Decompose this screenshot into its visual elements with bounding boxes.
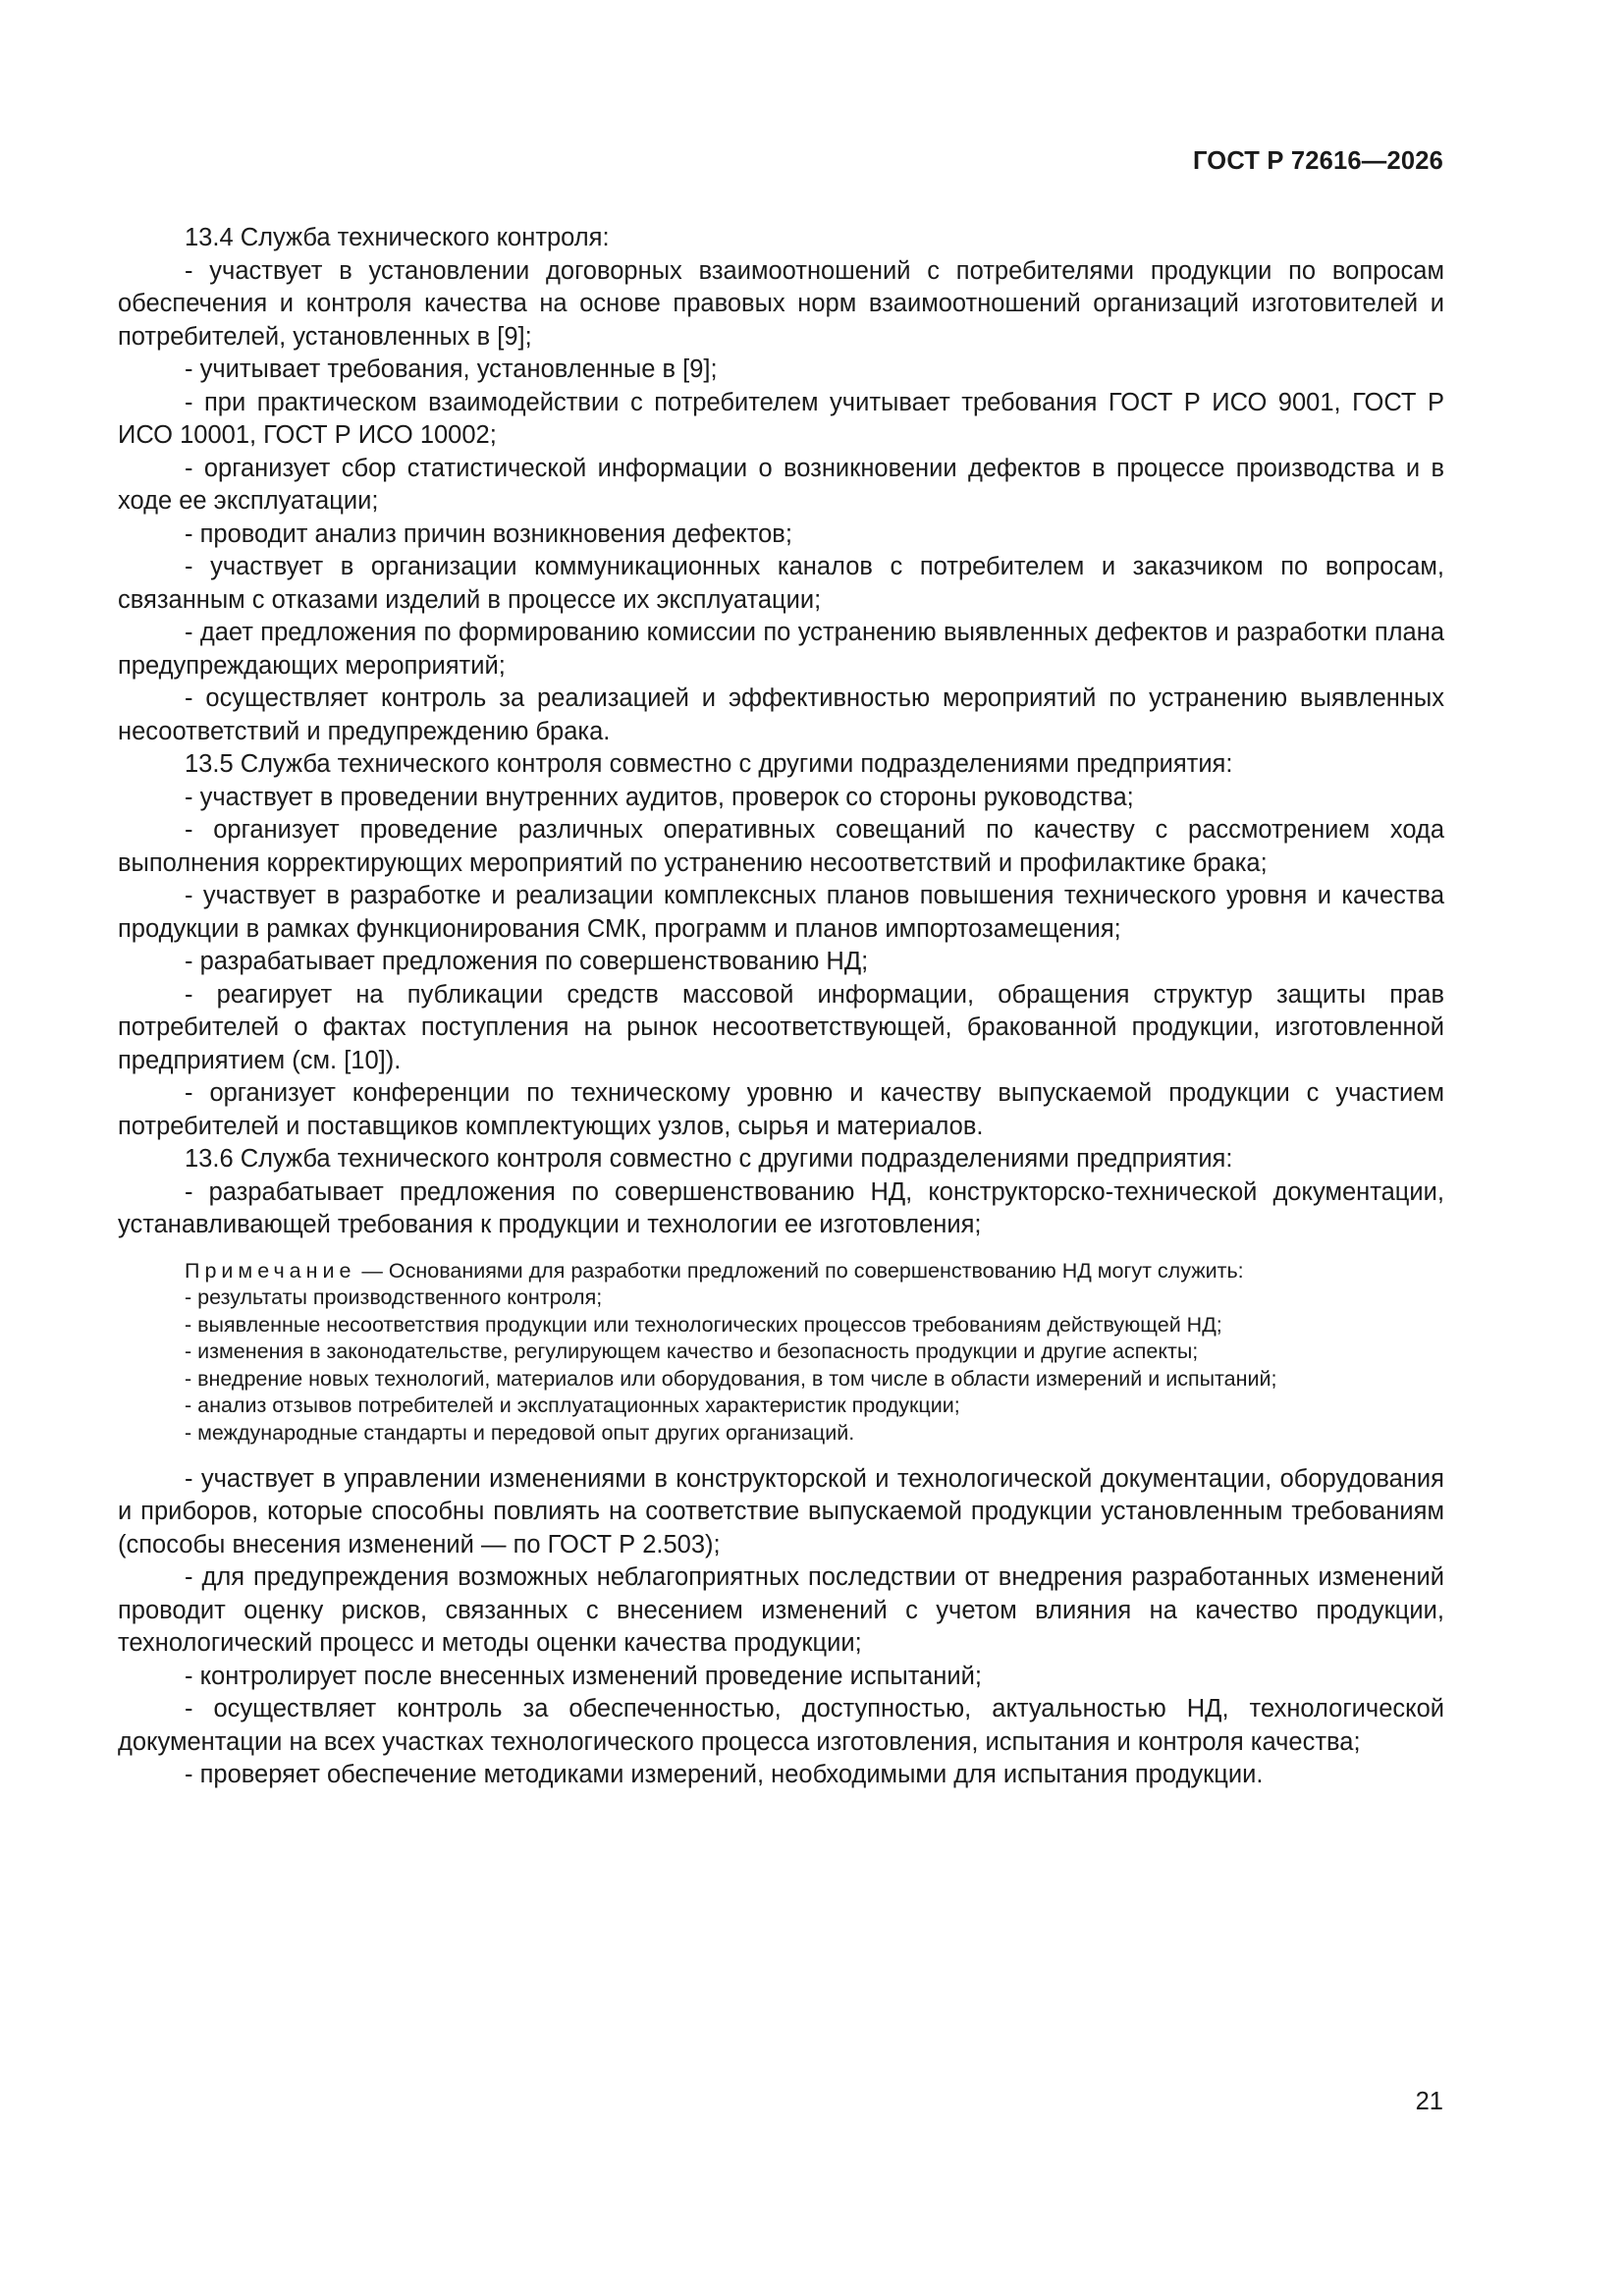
- note-item: - результаты производственного контроля;: [185, 1285, 603, 1310]
- note-block: [118, 1258, 1444, 1448]
- page-number: 21: [1415, 2088, 1443, 2115]
- section-13-6-heading: 13.6 Служба технического контроля совместно с другими подразделениями предприятия:: [185, 1145, 1233, 1173]
- list-item: - организует проведение различных оперативных совещаний по качеству с рассмотрением хода выполнения корректирующих мероприятий по устранению несоответствий и профилактике брака;: [118, 816, 1444, 877]
- list-item: - разрабатывает предложения по совершенствованию НД;: [185, 948, 869, 975]
- list-item: - для предупреждения возможных неблагоприятных последствии от внедрения разработанных изменений проводит оценку рисков, связанных с внесением изменений с учетом влияния на качество продукции, технологический процесс и методы оценки качества продукции;: [118, 1563, 1444, 1658]
- note-item: - международные стандарты и передовой опыт других организаций.: [185, 1421, 855, 1446]
- note-item: - внедрение новых технологий, материалов или оборудования, в том числе в области измерений и испытаний;: [185, 1366, 1277, 1391]
- list-item: - организует конференции по техническому уровню и качеству выпускаемой продукции с участием потребителей и поставщиков комплектующих узлов, сырья и материалов.: [118, 1079, 1444, 1140]
- list-item: - при практическом взаимодействии с потребителем учитывает требования ГОСТ Р ИСО 9001, ГОСТ Р ИСО 10001, ГОСТ Р ИСО 10002;: [118, 388, 1444, 449]
- list-item: - проводит анализ причин возникновения дефектов;: [185, 519, 792, 548]
- list-item: - осуществляет контроль за реализацией и эффективностью мероприятий по устранению выявленных несоответствий и предупреждению брака.: [118, 684, 1444, 745]
- note-text: — Основаниями для разработки предложений по совершенствованию НД могут служить:: [355, 1258, 1244, 1283]
- note-item: - выявленные несоответствия продукции или технологических процессов требованиям действующей НД;: [185, 1312, 1222, 1337]
- section-13-5-heading: 13.5 Служба технического контроля совместно с другими подразделениями предприятия:: [185, 750, 1233, 778]
- list-item: - участвует в организации коммуникационных каналов с потребителем и заказчиком по вопросам, связанным с отказами изделий в процессе их эксплуатации;: [118, 553, 1444, 614]
- list-item: - реагирует на публикации средств массовой информации, обращения структур защиты прав потребителей о фактах поступления на рынок несоответствующей, бракованной продукции, изготовленной предприятием (см. [10]).: [118, 980, 1444, 1074]
- list-item: - учитывает требования, установленные в [9];: [185, 355, 718, 383]
- list-item: - участвует в проведении внутренних аудитов, проверок со стороны руководства;: [185, 783, 1134, 811]
- list-item: - участвует в установлении договорных взаимоотношений с потребителями продукции по вопросам обеспечения и контроля качества на основе правовых норм взаимоотношений организаций изготовителей и потребителей, установленных в [9];: [118, 256, 1444, 351]
- note-item: - анализ отзывов потребителей и эксплуатационных характеристик продукции;: [185, 1394, 960, 1418]
- note-label: Примечание: [185, 1258, 356, 1283]
- list-item: - организует сбор статистической информации о возникновении дефектов в процессе производства и в ходе ее эксплуатации;: [118, 454, 1444, 515]
- standard-designation: ГОСТ Р 72616—2026: [1192, 147, 1443, 175]
- note-intro: [118, 1258, 1444, 1285]
- list-item: - проверяет обеспечение методиками измерений, необходимыми для испытания продукции.: [185, 1761, 1264, 1789]
- list-item: - осуществляет контроль за обеспеченностью, доступностью, актуальностью НД, технологической документации на всех участках технологического процесса изготовления, испытания и контроля качества;: [118, 1695, 1444, 1756]
- list-item: - участвует в разработке и реализации комплексных планов повышения технического уровня и качества продукции в рамках функционирования СМК, программ и планов импортозамещения;: [118, 882, 1444, 943]
- list-item: - разрабатывает предложения по совершенствованию НД, конструкторско-технической документации, устанавливающей требования к продукции и технологии ее изготовления;: [118, 1177, 1444, 1238]
- list-item: - дает предложения по формированию комиссии по устранению выявленных дефектов и разработки плана предупреждающих мероприятий;: [118, 619, 1444, 680]
- list-item: - участвует в управлении изменениями в конструкторской и технологической документации, оборудования и приборов, которые способны повлиять на соответствие выпускаемой продукции установленным требованиям (способы внесения изменений — по ГОСТ Р 2.503);: [118, 1464, 1444, 1558]
- section-13-4-heading: 13.4 Служба технического контроля:: [185, 224, 610, 251]
- note-item: - изменения в законодательстве, регулирующем качество и безопасность продукции и другие аспекты;: [185, 1339, 1199, 1364]
- list-item: - контролирует после внесенных изменений проведение испытаний;: [185, 1662, 982, 1690]
- document-body: [118, 222, 1444, 1792]
